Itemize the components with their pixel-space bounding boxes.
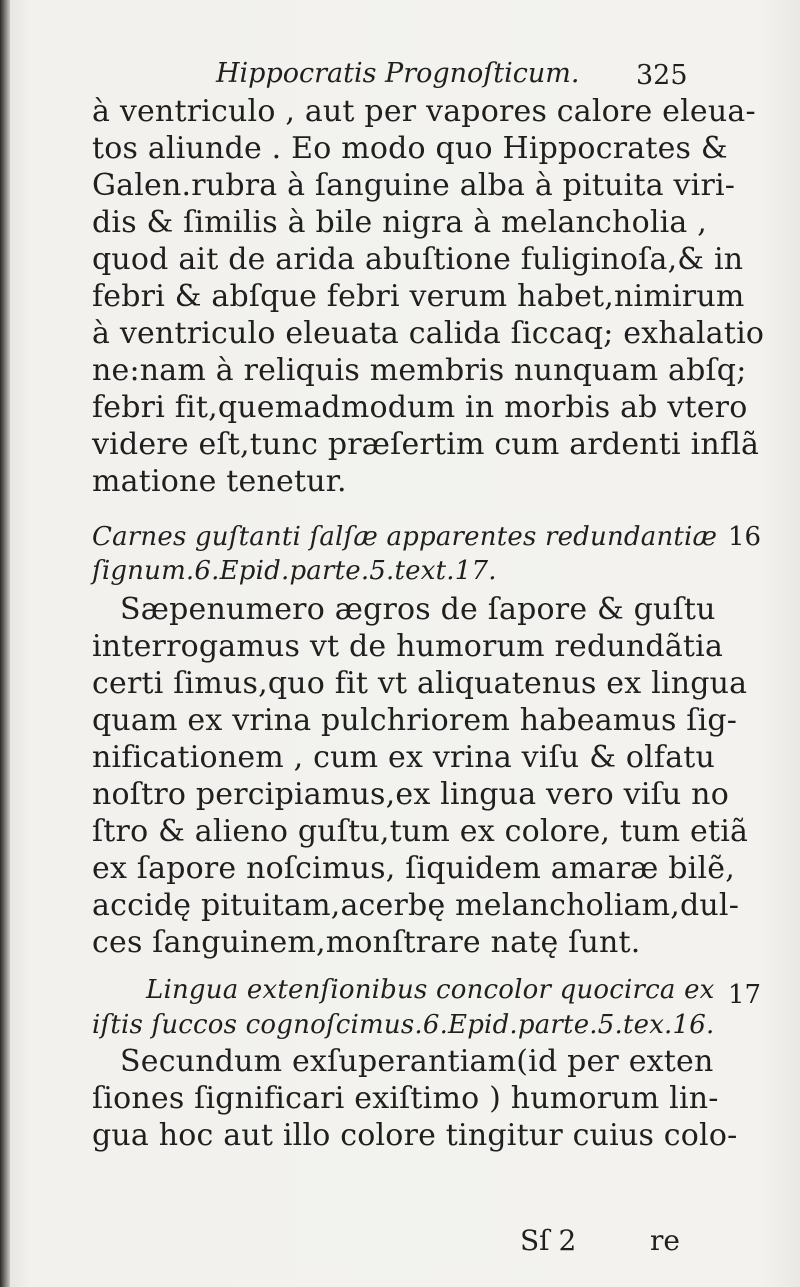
text-line: ſiones ſignificari exiſtimo ) humorum lin-: [92, 1081, 719, 1116]
section-heading: Carnes guſtanti ſalſæ apparentes redundantiæ: [92, 522, 718, 552]
text-line: ſtro & alieno guſtu,tum ex colore, tum etiã: [92, 814, 749, 849]
section-heading: iſtis ſuccos cognoſcimus.6.Epid.parte.5.tex.16.: [92, 1010, 715, 1040]
text-line: nificationem , cum ex vrina viſu & olfatu: [92, 740, 716, 775]
margin-number: 16: [728, 522, 762, 552]
text-line: à ventriculo eleuata calida ſiccaq; exhalatio: [92, 316, 765, 351]
text-line: videre eſt,tunc præſertim cum ardenti inflã: [92, 427, 760, 462]
text-line: ne:nam à reliquis membris nunquam abſq;: [92, 353, 747, 388]
text-line: certi ſimus,quo fit vt aliquatenus ex lingua: [92, 666, 748, 701]
text-line: febri & abſque febri verum habet,nimirum: [92, 279, 745, 314]
text-line: matione tenetur.: [92, 464, 347, 499]
text-line: ex ſapore noſcimus, ſiquidem amaræ bilẽ,: [92, 851, 735, 886]
text-line: interrogamus vt de humorum redundãtia: [92, 629, 724, 664]
text-line: dis & ſimilis à bile nigra à melancholia ,: [92, 205, 707, 240]
margin-number: 17: [728, 980, 762, 1010]
text-line: ces ſanguinem,monſtrare natę ſunt.: [92, 925, 641, 960]
text-line: noſtro percipiamus,ex lingua vero viſu no: [92, 777, 729, 812]
text-line: accidę pituitam,acerbę melancholiam,dul-: [92, 888, 740, 923]
binding-gutter: [0, 0, 10, 1287]
running-title: Hippocratis Prognoſticum.: [216, 58, 580, 89]
section-heading: Lingua extenſionibus concolor quocirca ex: [146, 975, 715, 1005]
text-line: tos aliunde . Eo modo quo Hippocrates &: [92, 131, 728, 166]
page-number: 325: [636, 60, 688, 91]
text-line: quam ex vrina pulchriorem habeamus ſig-: [92, 703, 738, 738]
catchword: re: [650, 1224, 680, 1257]
text-line: quod ait de arida abuſtione fuliginoſa,& in: [92, 242, 744, 277]
text-line: Sæpenumero ægros de ſapore & guſtu: [120, 592, 716, 627]
section-heading: ſignum.6.Epid.parte.5.text.17.: [92, 556, 497, 586]
text-line: à ventriculo , aut per vapores calore eleua-: [92, 94, 756, 129]
signature-mark: Sſ 2: [520, 1224, 577, 1257]
text-line: gua hoc aut illo colore tingitur cuius colo-: [92, 1118, 738, 1153]
text-line: febri fit,quemadmodum in morbis ab vtero: [92, 390, 748, 425]
text-line: Secundum exſuperantiam(id per exten: [120, 1044, 714, 1079]
text-line: Galen.rubra à ſanguine alba à pituita viri-: [92, 168, 736, 203]
